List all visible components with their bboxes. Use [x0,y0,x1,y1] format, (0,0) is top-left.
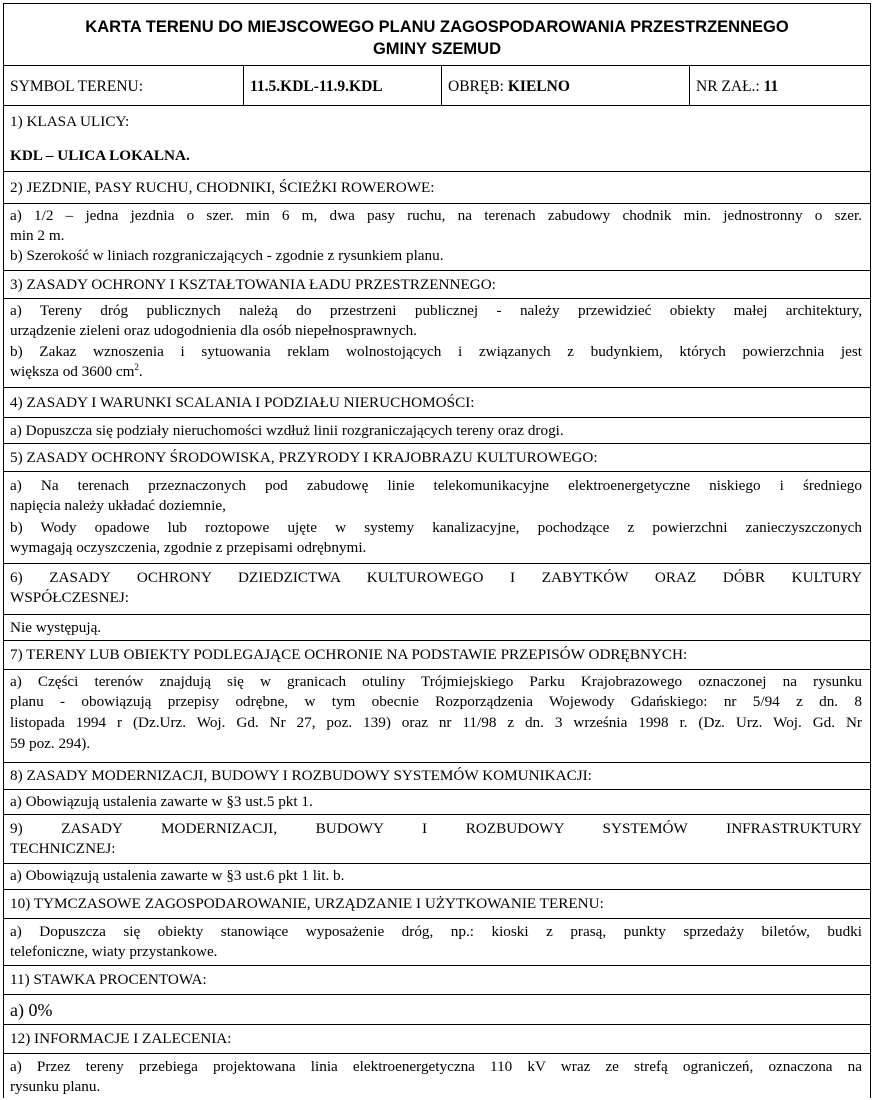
section-9-heading: 9) ZASADY MODERNIZACJI, BUDOWY I ROZBUDOWY SYSTEMÓW INFRASTRUKTURY [10,820,862,837]
section-9-heading-row: 9) ZASADY MODERNIZACJI, BUDOWY I ROZBUDOWY SYSTEMÓW INFRASTRUKTURY TECHNICZNEJ: [4,815,870,864]
percentage-rate-value: a) 0% [10,1000,53,1020]
section-3-heading-row [4,271,870,299]
section-4-heading: 4) ZASADY I WARUNKI SCALANIA I PODZIAŁU NIERUCHOMOŚCI: [10,394,475,411]
section-4-heading-row [4,388,870,418]
section-10-heading-row [4,890,870,919]
section-9-content: a) Obowiązują ustalenia zawarte w §3 ust.6 pkt 1 lit. b. [4,864,870,890]
info-row [4,66,870,106]
section-5-content: a) Na terenach przeznaczonych pod zabudowę linie telekomunikacyjne elektroenergetyczne niskiego i średniego napięcia należy układać doziemnie, b) Wody opadowe lub roztopowe ujęte w systemy kanalizacyjne, pochodzące z powierzchni zanieczyszczonych wymagają oczyszczenia, zgodnie z przepisami odrębnymi. [4,472,870,564]
section-6-heading: 6) ZASADY OCHRONY DZIEDZICTWA KULTUROWEGO I ZABYTKÓW ORAZ DÓBR KULTURY [10,569,862,586]
section-11-heading: 11) STAWKA PROCENTOWA: [10,971,207,988]
section-1-street-class [4,106,870,172]
section-5-heading: 5) ZASADY OCHRONY ŚRODOWISKA, PRZYRODY I KRAJOBRAZU KULTUROWEGO: [10,449,598,466]
symbol-value-cell: 11.5.KDL-11.9.KDL [244,66,442,105]
section-3-heading: 3) ZASADY OCHRONY I KSZTAŁTOWANIA ŁADU PRZESTRZENNEGO: [10,276,496,293]
section-8-heading: 8) ZASADY MODERNIZACJI, BUDOWY I ROZBUDOWY SYSTEMÓW KOMUNIKACJI: [10,767,592,784]
section-12-heading-row [4,1025,870,1054]
section-11-content [4,995,870,1025]
section-10-heading: 10) TYMCZASOWE ZAGOSPODAROWANIE, URZĄDZANIE I UŻYTKOWANIE TERENU: [10,895,604,912]
section-7-heading: 7) TERENY LUB OBIEKTY PODLEGAJĄCE OCHRONIE NA PODSTAWIE PRZEPISÓW ODRĘBNYCH: [10,646,688,663]
section-5-heading-row [4,444,870,472]
document-header [4,4,870,66]
document-title: KARTA TERENU DO MIEJSCOWEGO PLANU ZAGOSPODAROWANIA PRZESTRZENNEGO GMINY SZEMUD [85,18,789,58]
obreb-cell: OBRĘB: KIELNO [442,66,690,105]
section-6-content: Nie występują. [4,615,870,641]
section-2-content: a) 1/2 – jedna jezdnia o szer. min 6 m, dwa pasy ruchu, na terenach zabudowy chodnik min. jednostronny o szer. min 2 m. b) Szerokość w liniach rozgraniczających - zgodnie z rysunkiem planu. [4,204,870,271]
section-1-heading: 1) KLASA ULICY: [10,113,130,130]
section-12-heading: 12) INFORMACJE I ZALECENIA: [10,1030,232,1047]
section-10-content: a) Dopuszcza się obiekty stanowiące wyposażenie dróg, np.: kioski z prasą, punkty sprzedaży biletów, budki telefoniczne, wiaty przystankowe. [4,919,870,966]
section-2-heading: 2) JEZDNIE, PASY RUCHU, CHODNIKI, ŚCIEŻKI ROWEROWE: [10,179,435,196]
section-2-heading-row [4,172,870,204]
land-card-document [3,3,871,1098]
street-class-value: KDL – ULICA LOKALNA. [10,147,190,164]
section-8-heading-row [4,763,870,790]
symbol-label-cell: SYMBOL TERENU: [4,66,244,105]
section-11-heading-row [4,966,870,995]
section-3-content: a) Tereny dróg publicznych należą do przestrzeni publicznej - należy przewidzieć obiekty małej architektury, urządzenie zieleni oraz udogodnienia dla osób niepełnosprawnych. b) Zakaz wznoszenia i sytuowania reklam wolnostojących i związanych z budynkiem, których powierzchnia jest większa od 3600 $cm^2$. [4,299,870,388]
section-12-content: a) Przez tereny przebiega projektowana linia elektroenergetyczna 110 kV wraz ze strefą ograniczeń, oznaczona na rysunku planu. [10,1058,862,1095]
section-7-content: a) Części terenów znajdują się w granicach otuliny Trójmiejskiego Parku Krajobrazowego oznaczonej na rysunku planu - obowiązują przepisy odrębne, w tym obecnie Rozporządzenia Wojewody Gdańskiego: nr 5/94 z dn. 8 listopada 1994 r (Dz.Urz. Woj. Gd. Nr 27, poz. 139) oraz nr 11/98 z dn. 3 września 1998 r. (Dz. Urz. Woj. Gd. Nr 59 poz. 294). [4,670,870,763]
section-6-heading-row: 6) ZASADY OCHRONY DZIEDZICTWA KULTUROWEGO I ZABYTKÓW ORAZ DÓBR KULTURY WSPÓŁCZESNEJ: [4,564,870,615]
section-4-content: a) Dopuszcza się podziały nieruchomości wzdłuż linii rozgraniczających tereny oraz drogi. [4,418,870,444]
section-8-content: a) Obowiązują ustalenia zawarte w §3 ust.5 pkt 1. [4,790,870,815]
section-7-heading-row [4,641,870,670]
attachment-number-cell: NR ZAŁ.: 11 [696,78,779,95]
